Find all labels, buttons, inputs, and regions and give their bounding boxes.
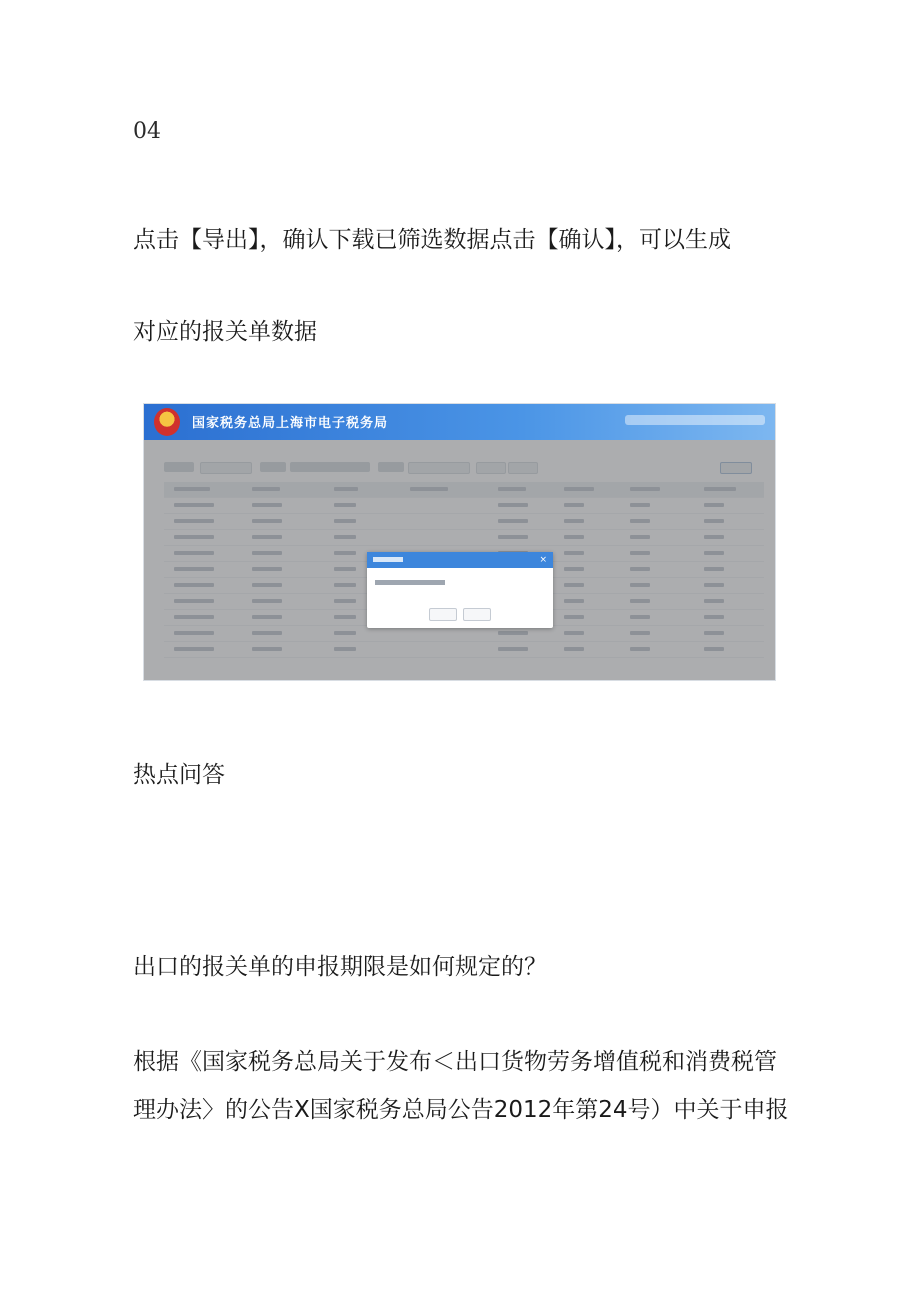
- step-instruction-line-2: 对应的报关单数据: [133, 319, 317, 345]
- dialog-header: [367, 552, 553, 568]
- faq-answer-line-2: 理办法〉的公告X国家税务总局公告2012年第24号）中关于申报: [133, 1097, 789, 1123]
- screenshot-user-info: [625, 415, 765, 425]
- dialog-confirm-button: [429, 608, 457, 621]
- faq-question: 出口的报关单的申报期限是如何规定的？: [133, 954, 547, 980]
- faq-heading: 热点问答: [133, 762, 225, 788]
- confirm-download-dialog: [367, 552, 553, 628]
- step-instruction-line-1: 点击【导出】，确认下载已筛选数据点击【确认】，可以生成: [133, 227, 731, 253]
- dialog-message: [375, 580, 445, 585]
- dialog-close-icon: ×: [539, 555, 547, 565]
- dialog-cancel-button: [463, 608, 491, 621]
- screenshot-header-bar: [144, 404, 775, 440]
- tax-bureau-screenshot: [144, 404, 775, 680]
- step-number: 04: [133, 119, 161, 144]
- screenshot-header-title: 国家税务总局上海市电子税务局: [192, 416, 389, 431]
- faq-answer-line-1: 根据《国家税务总局关于发布＜出口货物劳务增值税和消费税管: [133, 1049, 777, 1075]
- tax-emblem-icon: [154, 408, 180, 436]
